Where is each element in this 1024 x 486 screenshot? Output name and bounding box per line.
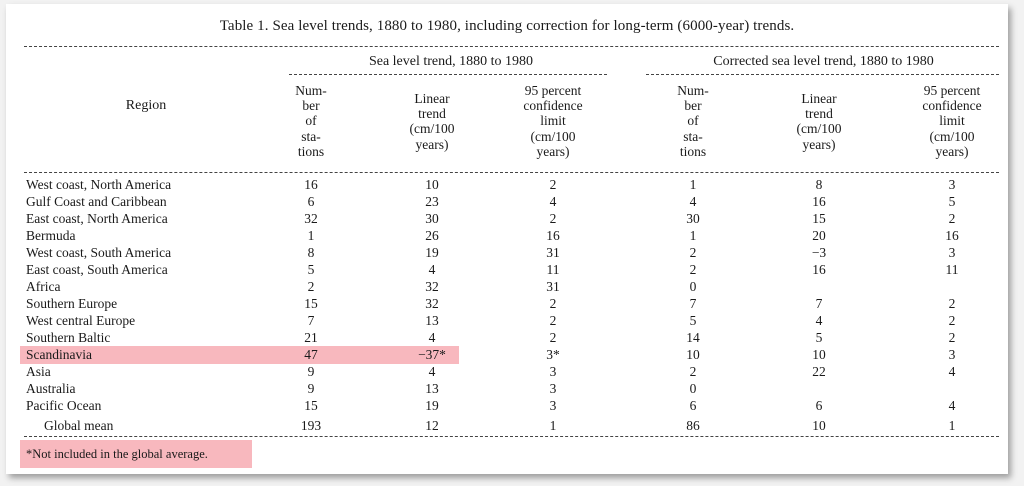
table-row: Bermuda 1 26 16 1 20 16 xyxy=(26,228,959,243)
footnote: *Not included in the global average. xyxy=(26,447,208,461)
table-row-scandinavia: Scandinavia 47 −37* 3* 10 10 3 xyxy=(26,347,956,362)
top-rule xyxy=(24,46,999,47)
table-body xyxy=(6,176,1008,434)
table-row: Southern Baltic 21 4 2 14 5 2 xyxy=(26,330,956,345)
table-row: Australia 9 13 3 0 xyxy=(26,381,697,396)
col-header-confidence-1: 95 percent confidence limit (cm/100 years) xyxy=(523,83,583,159)
bottom-rule xyxy=(24,436,999,437)
group-header-sea-level: Sea level trend, 1880 to 1980 xyxy=(368,54,534,69)
table-row: Gulf Coast and Caribbean 6 23 4 4 16 5 xyxy=(26,194,956,209)
header-rule xyxy=(24,172,999,173)
group-rule-1 xyxy=(289,74,607,75)
table-row-global-mean: Global mean 193 12 1 86 10 1 xyxy=(44,418,956,433)
col-header-trend-1: Linear trend (cm/100 years) xyxy=(409,91,455,152)
col-header-trend-2: Linear trend (cm/100 years) xyxy=(796,91,842,152)
table-row: Pacific Ocean 15 19 3 6 6 4 xyxy=(26,398,956,413)
group-rule-2 xyxy=(646,74,999,75)
table-row: West coast, South America 8 19 31 2 −3 3 xyxy=(26,245,956,260)
col-header-stations-1: Num- ber of sta- tions xyxy=(295,83,327,159)
group-header-corrected: Corrected sea level trend, 1880 to 1980 xyxy=(713,54,934,69)
region-header: Region xyxy=(125,98,167,113)
table-sheet xyxy=(6,4,1008,474)
table-row: Southern Europe 15 32 2 7 7 2 xyxy=(26,296,956,311)
col-header-stations-2: Num- ber of sta- tions xyxy=(677,83,709,159)
col-header-confidence-2: 95 percent confidence limit (cm/100 years) xyxy=(922,83,982,159)
table-row: Africa 2 32 31 0 xyxy=(26,279,697,294)
table-row: West central Europe 7 13 2 5 4 2 xyxy=(26,313,956,328)
table-row: East coast, North America 32 30 2 30 15 2 xyxy=(26,211,956,226)
table-row: East coast, South America 5 4 11 2 16 11 xyxy=(26,262,959,277)
table-caption: Table 1. Sea level trends, 1880 to 1980, including correction for long-term (6000-year) trends. xyxy=(219,18,795,34)
table-row: West coast, North America 16 10 2 1 8 3 xyxy=(26,177,956,192)
table-row: Asia 9 4 3 2 22 4 xyxy=(26,364,956,379)
